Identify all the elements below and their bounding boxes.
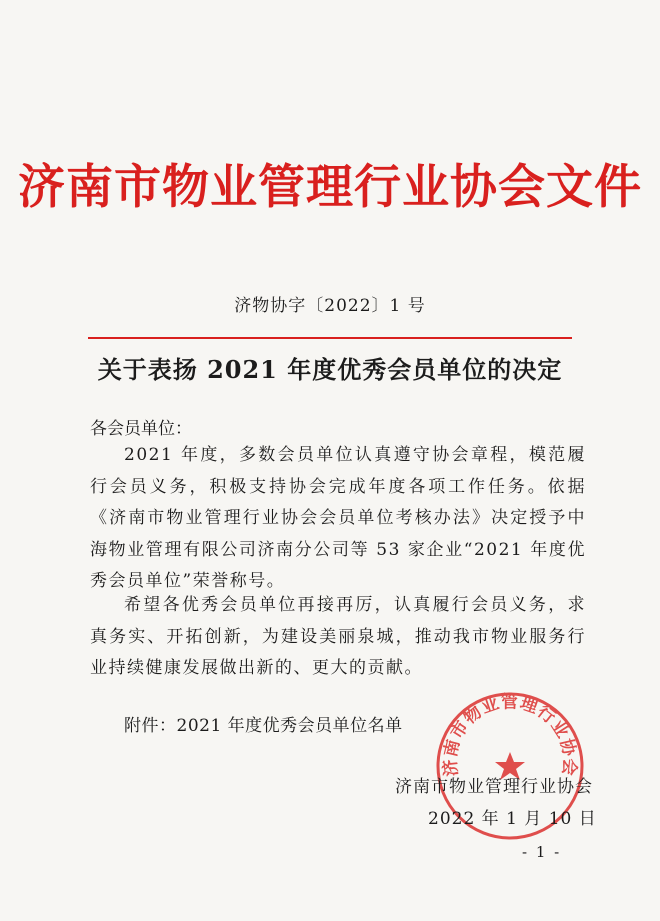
org-header-title: 济南市物业管理行业协会文件 bbox=[18, 160, 642, 215]
body-paragraph-2: 希望各优秀会员单位再接再厉，认真履行会员义务，求真务实、开拓创新，为建设美丽泉城，推动我市物业服务行业持续健康发展做出新的、更大的贡献。 bbox=[90, 595, 586, 678]
page-number: - 1 - bbox=[522, 843, 562, 861]
document-title: 关于表扬 2021 年度优秀会员单位的决定 bbox=[97, 355, 563, 384]
seal-arc-text: 济南市物业管理行业协会 bbox=[440, 692, 580, 778]
document-number: 济物协字〔2022〕1 号 bbox=[234, 296, 426, 316]
signature-date: 2022 年 1 月 10 日 bbox=[428, 809, 597, 829]
red-divider bbox=[88, 337, 572, 339]
signature-org: 济南市物业管理行业协会 bbox=[395, 777, 593, 797]
body-paragraph-1: 2021 年度，多数会员单位认真遵守协会章程，模范履行会员义务，积极支持协会完成年度各项工作任务。依据《济南市物业管理行业协会会员单位考核办法》决定授予中海物业管理有限公司济南分公司等 53 家企业“2021 年度优秀会员单位”荣誉称号。 bbox=[90, 445, 586, 591]
attachment-line: 附件：2021 年度优秀会员单位名单 bbox=[124, 716, 403, 736]
salutation: 各会员单位： bbox=[90, 419, 192, 439]
